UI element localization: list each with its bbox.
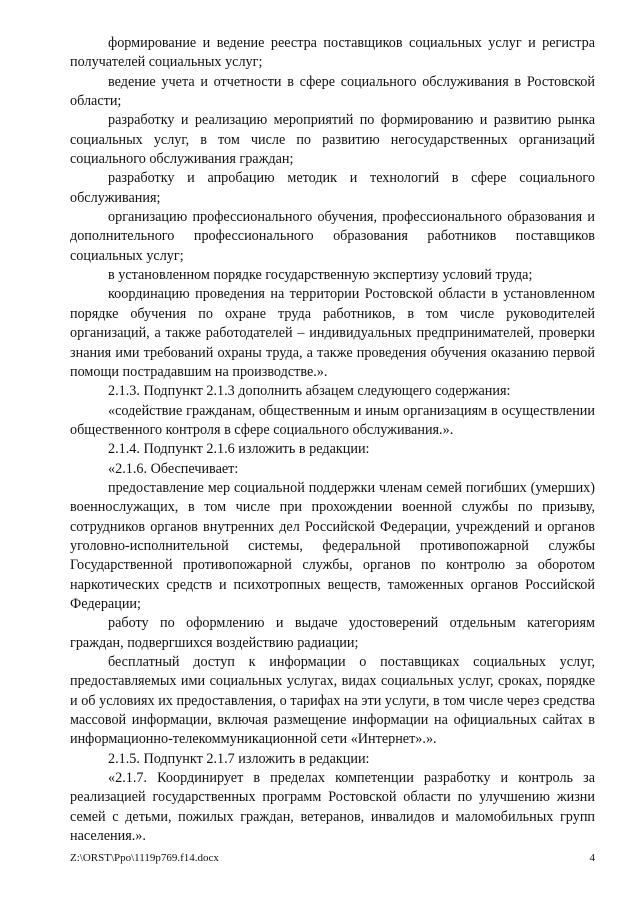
document-body	[70, 34, 595, 846]
file-path: Z:\ORST\Ppo\1119p769.f14.docx	[70, 852, 219, 864]
paragraph: формирование и ведение реестра поставщиков социальных услуг и регистра получателей социальных услуг;	[70, 35, 595, 71]
paragraph: координацию проведения на территории Ростовской области в установленном порядке обучения по охране труда работников, в том числе руководителей организаций, а также работодателей – индивидуальных предпринимателей, проверки знания ими требований охраны труда, а также проведения обучения оказанию первой помощи пострадавшим на производстве.».	[70, 286, 595, 380]
paragraph: 2.1.5. Подпункт 2.1.7 изложить в редакции:	[108, 750, 370, 767]
page-number: 4	[589, 852, 595, 864]
paragraph: «2.1.6. Обеспечивает:	[108, 460, 239, 477]
paragraph: «2.1.7. Координирует в пределах компетенции разработку и контроль за реализацией государственных программ Ростовской области по улучшению жизни семей с детьми, пожилых граждан, ветеранов, инвалидов и маломобильных групп населения.».	[70, 770, 595, 845]
paragraph: организацию профессионального обучения, профессионального образования и дополнительного профессионального образования работников поставщиков социальных услуг;	[70, 209, 595, 264]
paragraph: предоставление мер социальной поддержки членам семей погибших (умерших) военнослужащих, в том числе при прохождении военной службы по призыву, сотрудников органов внутренних дел Российской Федерации, учреждений и органов уголовно-исполнительной системы, федеральной противопожарной службы Государственной противопожарной службы, органов по контролю за оборотом наркотических средств и психотропных веществ, таможенных органов Российской Федерации;	[70, 479, 595, 612]
paragraph: бесплатный доступ к информации о поставщиках социальных услуг, предоставляемых ими социальных услугах, видах социальных услуг, сроках, порядке и об условиях их предоставления, о тарифах на эти услуги, в том числе через средства массовой информации, включая размещение информации на официальных сайтах в информационно-телекоммуникационной сети «Интернет».».	[70, 654, 595, 748]
paragraph: разработку и реализацию мероприятий по формированию и развитию рынка социальных услуг, в том числе по развитию негосударственных организаций социального обслуживания граждан;	[70, 112, 595, 168]
paragraph: «содействие гражданам, общественным и иным организациям в осуществлении общественного контроля в сфере социального обслуживания.».	[70, 402, 595, 438]
paragraph: 2.1.3. Подпункт 2.1.3 дополнить абзацем следующего содержания:	[108, 383, 511, 400]
paragraph: разработку и апробацию методик и технологий в сфере социального обслуживания;	[70, 170, 595, 206]
paragraph: 2.1.4. Подпункт 2.1.6 изложить в редакции:	[108, 441, 370, 458]
paragraph: в установленном порядке государственную экспертизу условий труда;	[108, 267, 533, 284]
paragraph: работу по оформлению и выдаче удостоверений отдельным категориям граждан, подвергшихся воздействию радиации;	[70, 615, 595, 651]
paragraph: ведение учета и отчетности в сфере социального обслуживания в Ростовской области;	[70, 73, 595, 110]
